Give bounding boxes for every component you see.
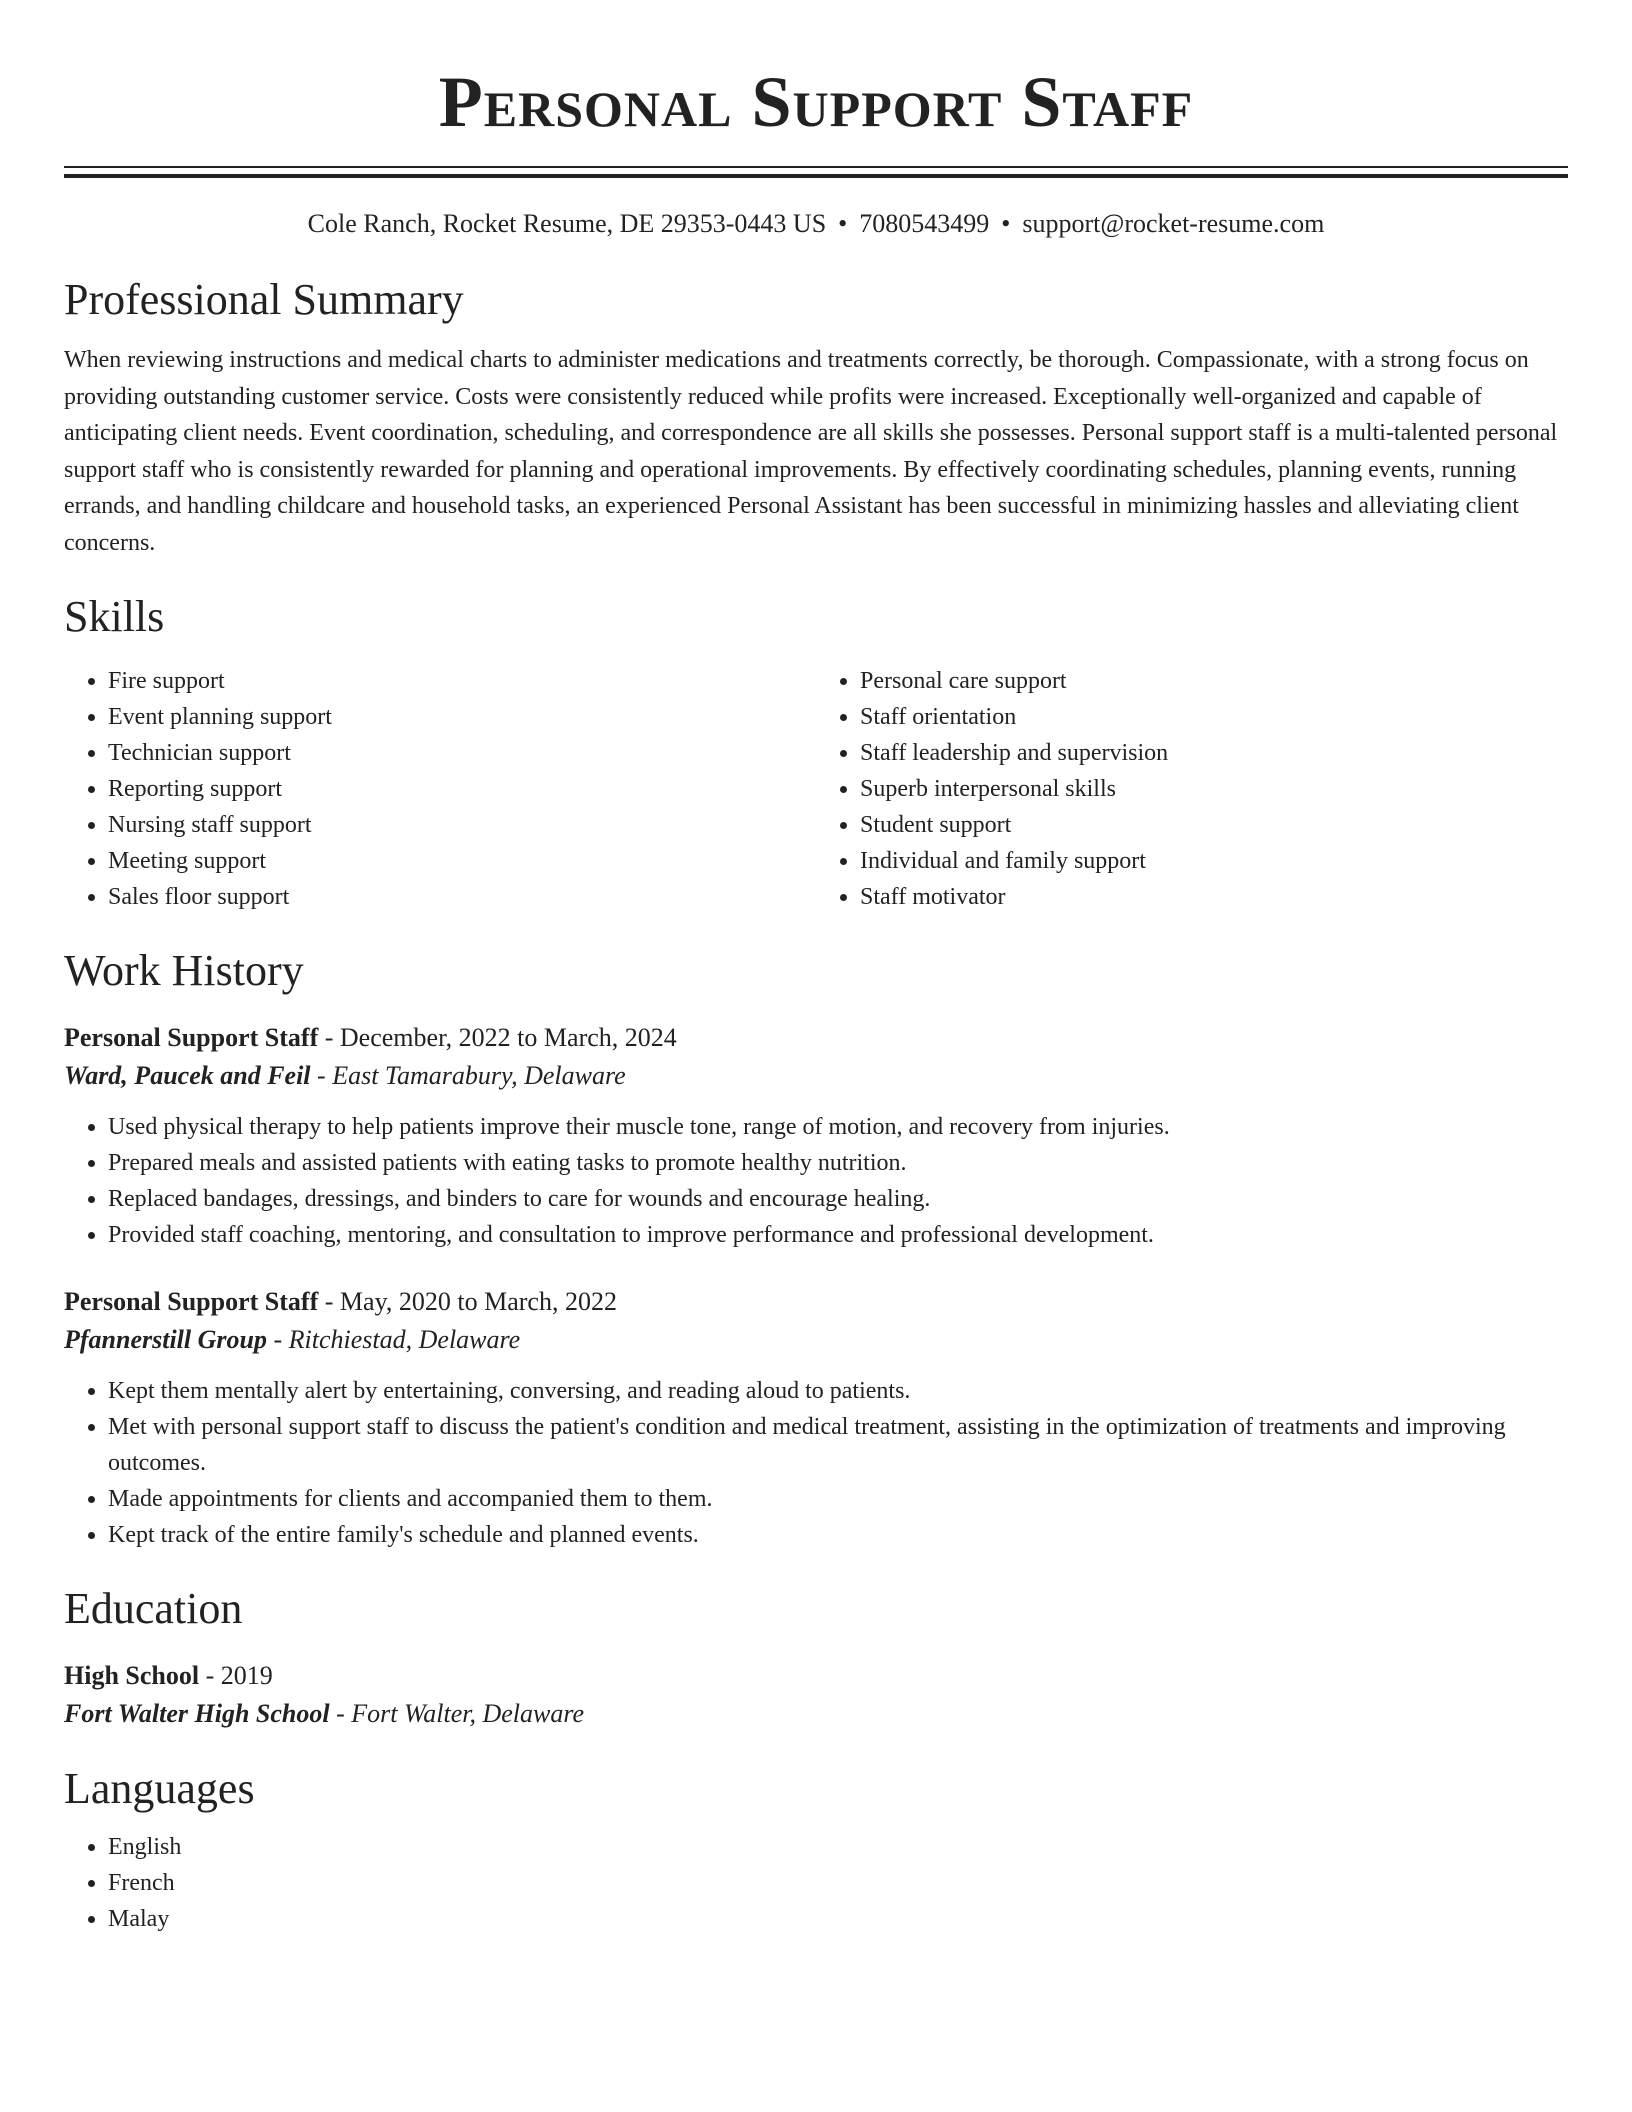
education-school-line (64, 1695, 1568, 1733)
education-section (64, 1583, 1568, 1733)
education-degree: High School (64, 1661, 200, 1690)
skill-item: • Individual and family support (860, 843, 1568, 879)
work-history-section (64, 945, 1568, 1553)
skill-item: • Superb interpersonal skills (860, 771, 1568, 807)
education-heading: Education (64, 1584, 243, 1633)
education-year: - 2019 (199, 1661, 273, 1690)
job-duty: • Kept track of the entire family's schedule and planned events. (108, 1517, 1568, 1553)
job-employer-line (64, 1321, 1568, 1359)
summary-heading: Professional Summary (64, 275, 464, 324)
job-duty: • Provided staff coaching, mentoring, and consultation to improve performance and professional development. (108, 1217, 1568, 1253)
job-entry (64, 1019, 1568, 1253)
skill-item: • Technician support (108, 735, 816, 771)
education-school: Fort Walter High School (64, 1699, 330, 1728)
job-title: Personal Support Staff (64, 1287, 319, 1316)
contact-phone: 7080543499 (859, 209, 990, 238)
contact-separator: • (838, 209, 848, 238)
job-duty: • Used physical therapy to help patients improve their muscle tone, range of motion, and recovery from injuries. (108, 1109, 1568, 1145)
job-dates: - December, 2022 to March, 2024 (318, 1023, 677, 1052)
education-location: - Fort Walter, Delaware (329, 1699, 585, 1728)
job-duties-list (64, 1109, 1568, 1253)
skills-list-right (816, 663, 1568, 915)
title-divider (64, 166, 1568, 178)
job-employer-line (64, 1057, 1568, 1095)
language-item: • Malay (108, 1901, 1568, 1937)
summary-section (64, 274, 1568, 561)
languages-section (64, 1763, 1568, 1937)
skill-item: • Nursing staff support (108, 807, 816, 843)
job-duty: • Prepared meals and assisted patients with eating tasks to promote healthy nutrition. (108, 1145, 1568, 1181)
job-location: - Ritchiestad, Delaware (267, 1325, 521, 1354)
skills-columns (64, 663, 1568, 915)
skills-heading: Skills (64, 592, 165, 641)
skill-item: • Meeting support (108, 843, 816, 879)
skill-item: • Fire support (108, 663, 816, 699)
job-entry (64, 1283, 1568, 1553)
job-company: Pfannerstill Group (64, 1325, 267, 1354)
skills-list-left (64, 663, 816, 915)
work-history-heading: Work History (64, 946, 304, 995)
job-duties-list (64, 1373, 1568, 1553)
divider-thin-line (64, 166, 1568, 168)
languages-heading: Languages (64, 1764, 255, 1813)
skill-item: • Reporting support (108, 771, 816, 807)
contact-address: Cole Ranch, Rocket Resume, DE 29353-0443 US (307, 209, 827, 238)
skills-section (64, 591, 1568, 915)
skill-item: • Sales floor support (108, 879, 816, 915)
resume-title: Personal Support Staff (438, 62, 1194, 142)
languages-list (64, 1829, 1568, 1937)
education-degree-line (64, 1657, 1568, 1695)
divider-thick-line (64, 174, 1568, 178)
job-dates: - May, 2020 to March, 2022 (318, 1287, 617, 1316)
job-title: Personal Support Staff (64, 1023, 319, 1052)
job-header (64, 1019, 1568, 1057)
language-item: • English (108, 1829, 1568, 1865)
job-location: - East Tamarabury, Delaware (310, 1061, 626, 1090)
summary-text: When reviewing instructions and medical charts to administer medications and treatments correctly, be thorough. Compassionate, with a strong focus on providing outstanding customer service. Costs were consistently reduced while profits were increased. Exceptionally well-organized and capable of anticipating client needs. Event coordination, scheduling, and correspondence are all skills she possesses. Personal support staff is a multi-talented personal support staff who is consistently rewarded for planning and operational improvements. By effectively coordinating schedules, planning events, running errands, and handling childcare and household tasks, an experienced Personal Assistant has been successful in minimizing hassles and alleviating client concerns. (64, 347, 1558, 556)
job-company: Ward, Paucek and Feil (64, 1061, 311, 1090)
contact-email: support@rocket-resume.com (1022, 209, 1325, 238)
job-duty: • Made appointments for clients and accompanied them to them. (108, 1481, 1568, 1517)
job-duty: • Kept them mentally alert by entertaining, conversing, and reading aloud to patients. (108, 1373, 1568, 1409)
skill-item: • Staff orientation (860, 699, 1568, 735)
skill-item: • Personal care support (860, 663, 1568, 699)
job-header (64, 1283, 1568, 1321)
job-duty: • Met with personal support staff to discuss the patient's condition and medical treatment, assisting in the optimization of treatments and improving outcomes. (108, 1409, 1568, 1481)
language-item: • French (108, 1865, 1568, 1901)
skill-item: • Staff motivator (860, 879, 1568, 915)
contact-separator: • (1001, 209, 1011, 238)
job-duty: • Replaced bandages, dressings, and binders to care for wounds and encourage healing. (108, 1181, 1568, 1217)
skill-item: • Student support (860, 807, 1568, 843)
contact-line (64, 204, 1568, 244)
skill-item: • Event planning support (108, 699, 816, 735)
skill-item: • Staff leadership and supervision (860, 735, 1568, 771)
